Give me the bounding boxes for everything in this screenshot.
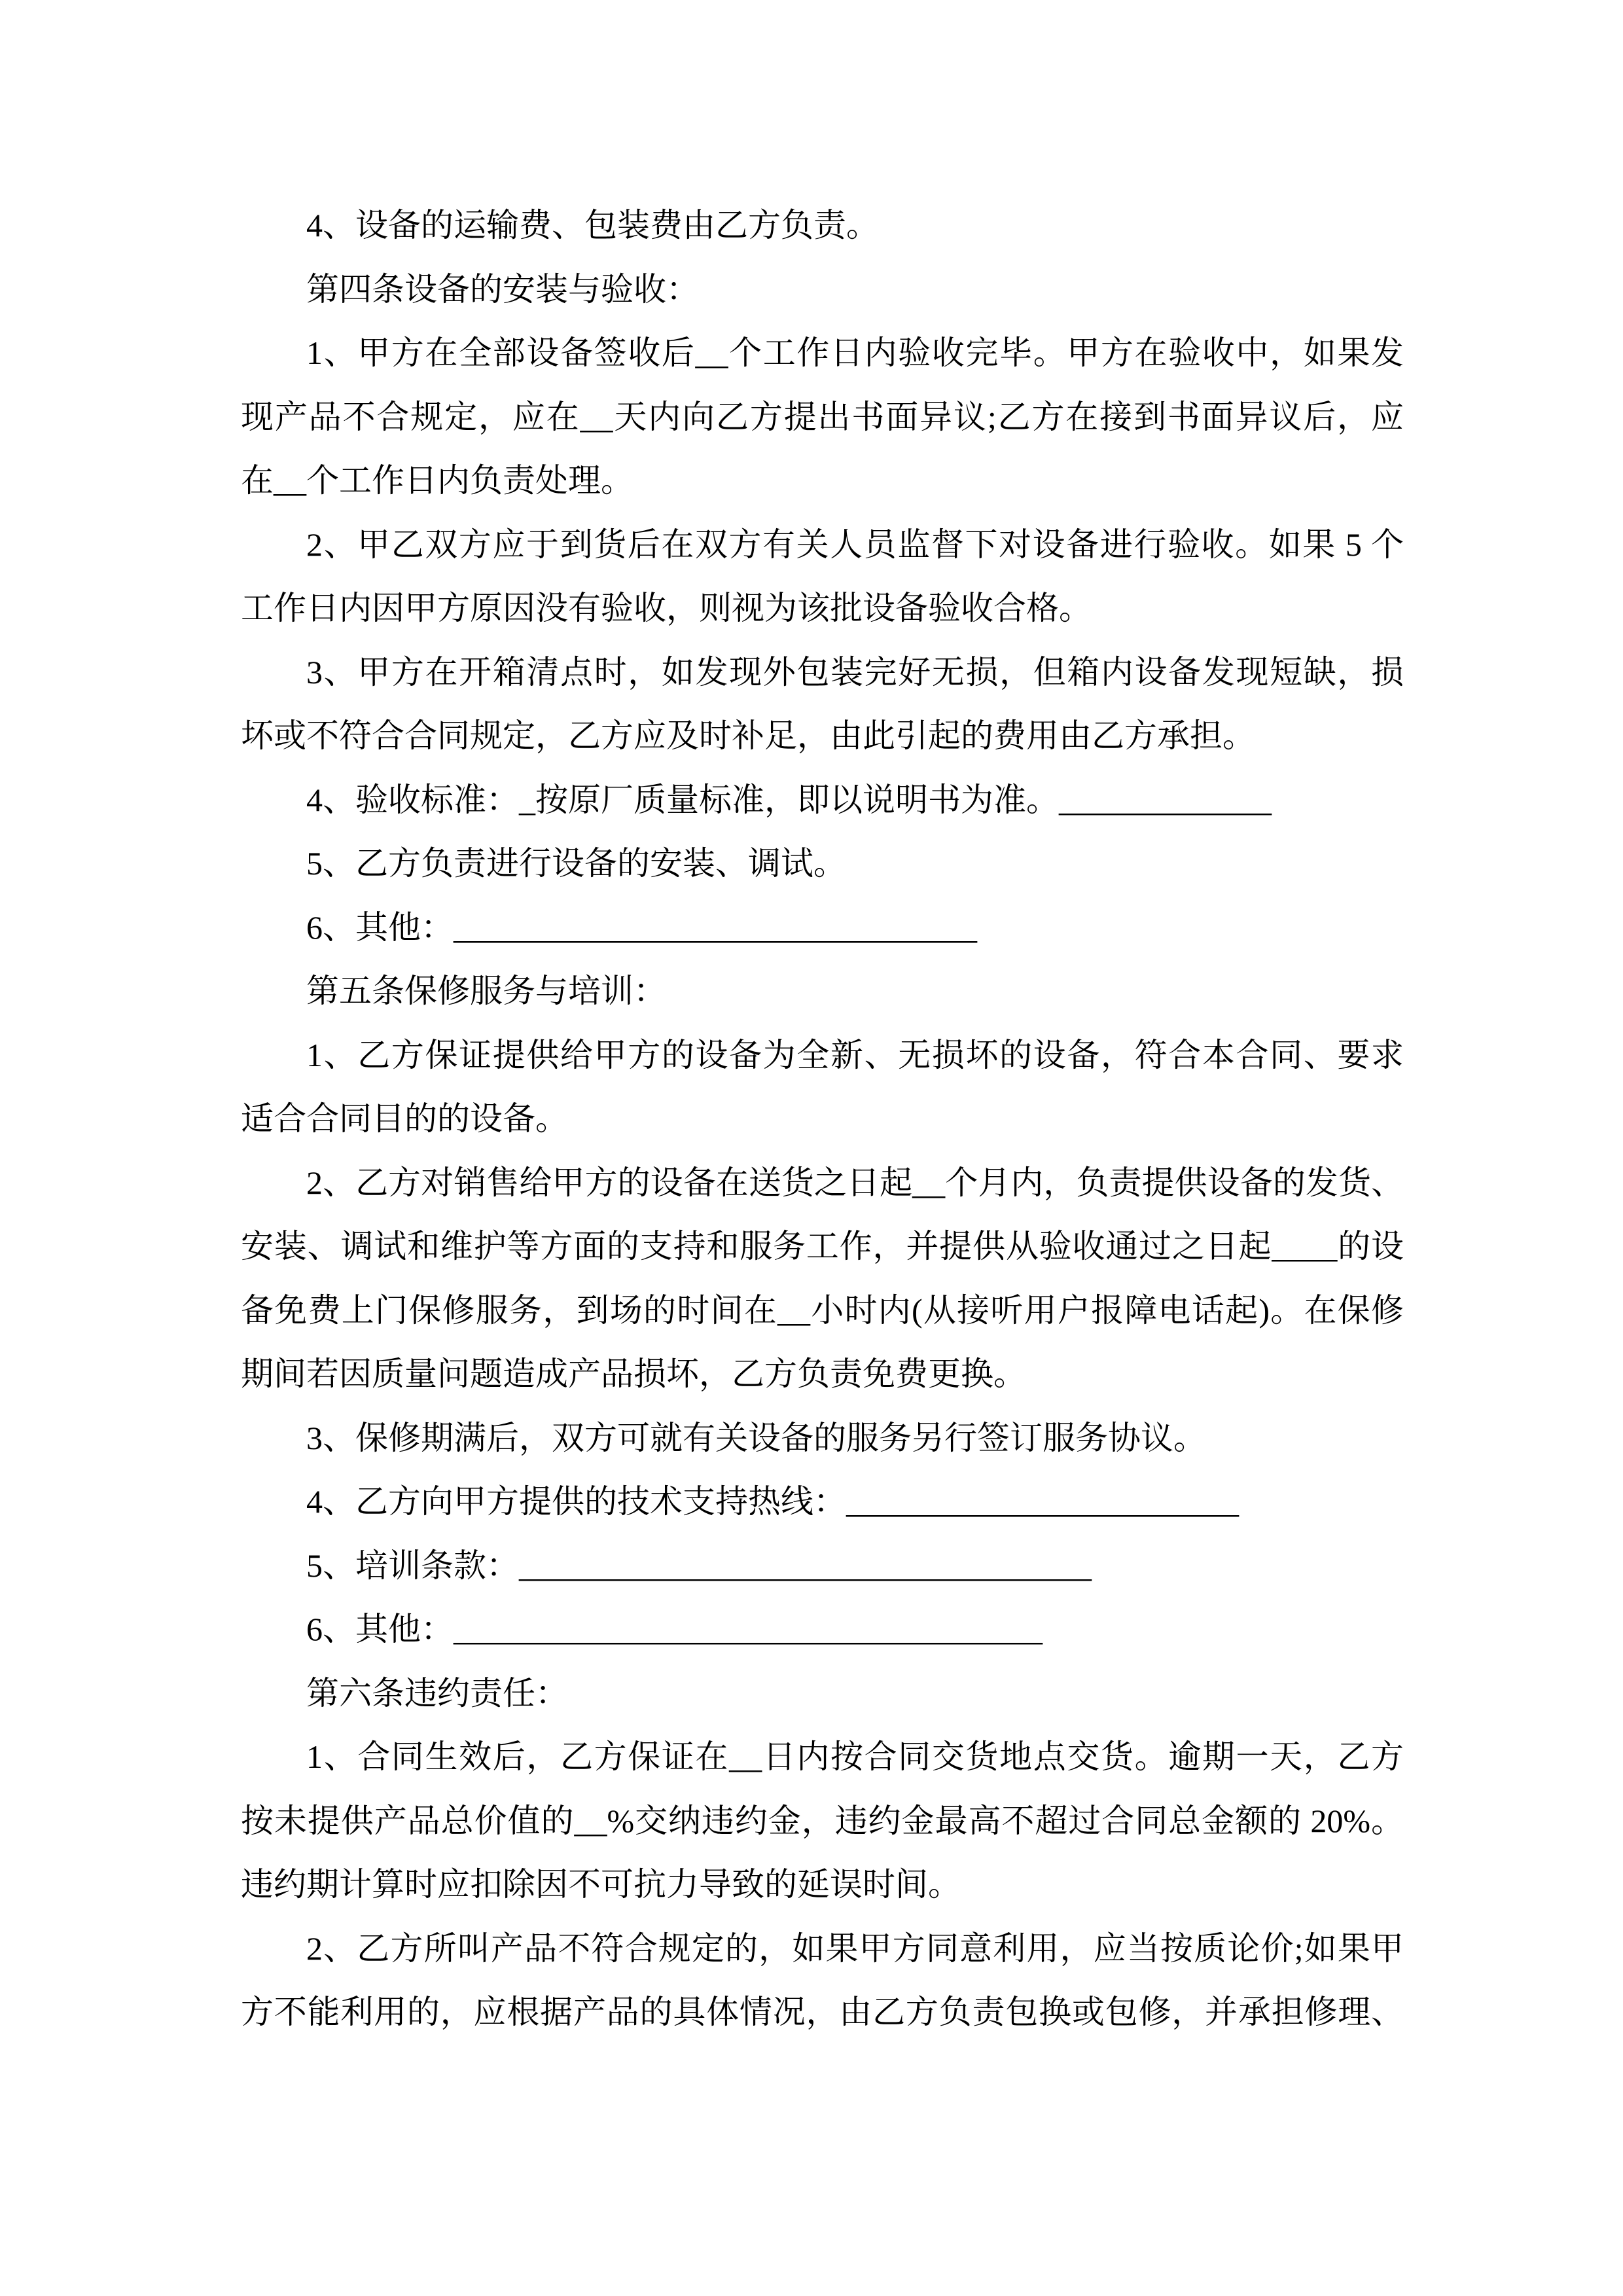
contract-line: 按未提供产品总价值的__%交纳违约金，违约金最高不超过合同总金额的 20%。	[241, 1802, 1404, 1839]
contract-line: 坏或不符合合同规定，乙方应及时补足，由此引起的费用由乙方承担。	[241, 717, 1255, 754]
contract-line: 方不能利用的，应根据产品的具体情况，由乙方负责包换或包修，并承担修理、	[241, 1994, 1404, 2030]
contract-text-block	[241, 194, 1404, 2045]
contract-line: 1、乙方保证提供给甲方的设备为全新、无损坏的设备，符合本合同、要求	[306, 1036, 1404, 1073]
contract-section-heading: 第五条保修服务与培训：	[306, 973, 666, 1009]
contract-line: 1、合同生效后，乙方保证在__日内按合同交货地点交货。逾期一天，乙方	[306, 1738, 1404, 1775]
contract-line: 现产品不合规定，应在__天内向乙方提出书面异议;乙方在接到书面异议后，应	[241, 398, 1404, 435]
contract-line: 违约期计算时应扣除因不可抗力导致的延误时间。	[241, 1866, 961, 1903]
contract-line: 工作日内因甲方原因没有验收，则视为该批设备验收合格。	[241, 590, 1092, 626]
contract-line: 6、其他：________________________________	[306, 908, 977, 946]
contract-line: 期间若因质量问题造成产品损坏，乙方负责免费更换。	[241, 1355, 1026, 1392]
contract-line: 2、乙方对销售给甲方的设备在送货之日起__个月内，负责提供设备的发货、	[306, 1164, 1404, 1201]
contract-line: 2、乙方所叫产品不符合规定的，如果甲方同意利用，应当按质论价;如果甲	[306, 1929, 1404, 1967]
contract-line: 适合合同目的的设备。	[241, 1100, 568, 1137]
contract-line: 4、设备的运输费、包装费由乙方负责。	[306, 207, 879, 243]
contract-line: 5、乙方负责进行设备的安装、调试。	[306, 845, 846, 882]
contract-line: 4、验收标准：_按原厂质量标准，即以说明书为准。_____________	[306, 781, 1272, 818]
contract-line: 3、甲方在开箱清点时，如发现外包装完好无损，但箱内设备发现短缺，损	[306, 653, 1404, 691]
contract-line: 在__个工作日内负责处理。	[241, 462, 633, 499]
contract-line: 安装、调试和维护等方面的支持和服务工作，并提供从验收通过之日起____的设	[241, 1228, 1404, 1265]
contract-section-heading: 第四条设备的安装与验收：	[306, 270, 699, 308]
contract-line: 2、甲乙双方应于到货后在双方有关人员监督下对设备进行验收。如果 5 个	[306, 526, 1404, 563]
contract-line: 备免费上门保修服务，到场的时间在__小时内(从接听用户报障电话起)。在保修	[241, 1291, 1404, 1329]
contract-line: 1、甲方在全部设备签收后__个工作日内验收完毕。甲方在验收中，如果发	[306, 334, 1404, 371]
contract-section-heading: 第六条违约责任：	[306, 1674, 568, 1712]
contract-line: 4、乙方向甲方提供的技术支持热线：________________________	[306, 1483, 1239, 1520]
contract-line: 5、培训条款：___________________________________	[306, 1547, 1092, 1584]
contract-line: 3、保修期满后，双方可就有关设备的服务另行签订服务协议。	[306, 1419, 1206, 1456]
contract-line: 6、其他：____________________________________	[306, 1611, 1043, 1647]
